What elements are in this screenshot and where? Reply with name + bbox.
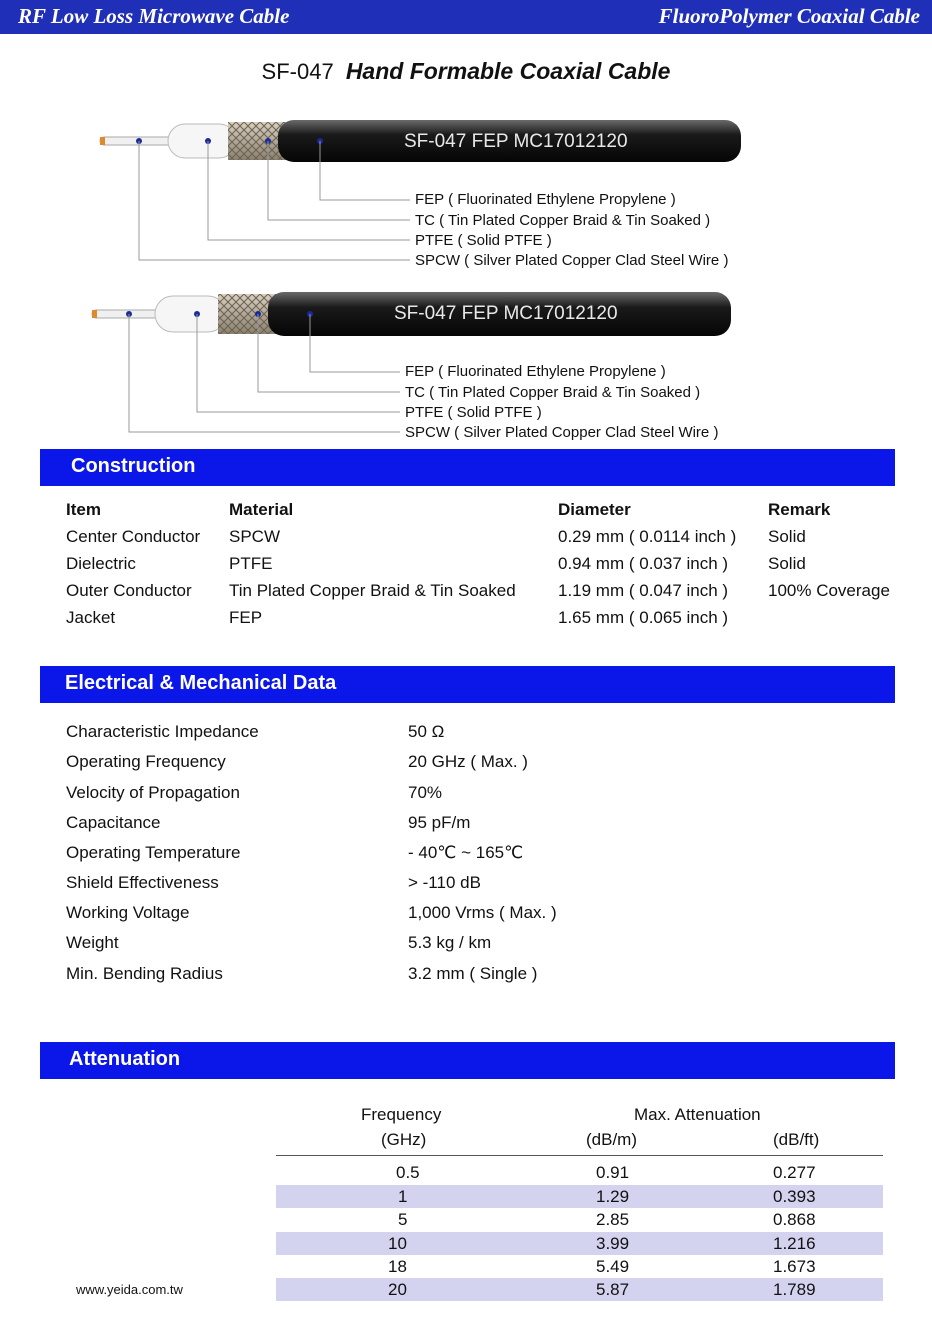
table-cell-material: PTFE xyxy=(229,554,273,573)
spec-value: 20 GHz ( Max. ) xyxy=(408,752,528,771)
electrical-title: Electrical & Mechanical Data xyxy=(65,672,337,694)
col-max-attenuation: Max. Attenuation xyxy=(634,1105,761,1124)
attenuation-title: Attenuation xyxy=(69,1048,181,1070)
cell-dbm: 1.29 xyxy=(596,1187,630,1206)
table-cell-material: FEP xyxy=(229,608,263,627)
spec-label: Weight xyxy=(66,933,119,952)
label-conductor: SPCW ( Silver Plated Copper Clad Steel Wire ) xyxy=(405,424,719,441)
label-dielectric: PTFE ( Solid PTFE ) xyxy=(415,232,552,249)
label-braid: TC ( Tin Plated Copper Braid & Tin Soaked ) xyxy=(415,212,711,229)
spec-value: 5.3 kg / km xyxy=(408,933,492,952)
cell-dbft: 1.216 xyxy=(773,1234,816,1253)
spec-label: Working Voltage xyxy=(66,903,190,922)
label-jacket: FEP ( Fluorinated Ethylene Propylene ) xyxy=(415,191,676,208)
table-row xyxy=(276,1232,883,1255)
spec-label: Velocity of Propagation xyxy=(66,783,240,802)
header-material: Material xyxy=(229,500,294,519)
page-title xyxy=(0,58,932,85)
spec-value: 3.2 mm ( Single ) xyxy=(408,964,538,983)
cell-dbft: 1.673 xyxy=(773,1257,816,1276)
col-frequency: Frequency xyxy=(361,1105,442,1124)
header-remark: Remark xyxy=(768,500,831,519)
table-row xyxy=(276,1161,883,1184)
spec-label: Operating Temperature xyxy=(66,843,241,862)
table-cell-item: Center Conductor xyxy=(66,527,201,546)
spec-label: Min. Bending Radius xyxy=(66,964,223,983)
spec-label: Characteristic Impedance xyxy=(66,722,259,741)
cell-dbft: 0.277 xyxy=(773,1163,816,1182)
header-left-title: RF Low Loss Microwave Cable xyxy=(18,4,290,28)
spec-value: > -110 dB xyxy=(408,873,481,892)
cable-printed-text: SF-047 FEP MC17012120 xyxy=(394,303,618,324)
table-cell-diameter: 1.19 mm ( 0.047 inch ) xyxy=(558,581,729,600)
cell-freq: 20 xyxy=(388,1280,407,1299)
spec-label: Capacitance xyxy=(66,813,161,832)
cell-freq: 18 xyxy=(388,1257,407,1276)
cell-dbm: 5.49 xyxy=(596,1257,630,1276)
cell-dbft: 1.789 xyxy=(773,1280,816,1299)
spec-label: Operating Frequency xyxy=(66,752,226,771)
table-cell-material: SPCW xyxy=(229,527,280,546)
product-code: SF-047 xyxy=(261,59,334,84)
table-cell-item: Dielectric xyxy=(66,554,136,573)
cell-dbft: 0.868 xyxy=(773,1210,816,1229)
table-row xyxy=(276,1185,883,1208)
cable-printed-text: SF-047 FEP MC17012120 xyxy=(404,131,628,152)
table-cell-diameter: 1.65 mm ( 0.065 inch ) xyxy=(558,608,729,627)
table-row xyxy=(276,1208,883,1231)
cell-freq: 5 xyxy=(398,1210,408,1229)
table-cell-diameter: 0.29 mm ( 0.0114 inch ) xyxy=(558,527,737,546)
spec-value: 70% xyxy=(408,783,443,802)
header-diameter: Diameter xyxy=(558,500,631,519)
table-cell-item: Outer Conductor xyxy=(66,581,192,600)
cable-diagram-1 xyxy=(0,110,932,270)
spec-value: - 40℃ ~ 165℃ xyxy=(408,843,524,862)
construction-section-bar xyxy=(40,449,895,486)
table-cell-item: Jacket xyxy=(66,608,116,627)
table-cell-remark: Solid xyxy=(768,554,806,573)
cell-dbft: 0.393 xyxy=(773,1187,816,1206)
table-row xyxy=(276,1278,883,1301)
cell-dbm: 5.87 xyxy=(596,1280,630,1299)
label-jacket: FEP ( Fluorinated Ethylene Propylene ) xyxy=(405,363,666,380)
cell-dbm: 2.85 xyxy=(596,1210,630,1229)
footer-website: www.yeida.com.tw xyxy=(76,1282,183,1297)
spec-value: 1,000 Vrms ( Max. ) xyxy=(408,903,557,922)
col-frequency-unit: (GHz) xyxy=(381,1130,427,1149)
cell-freq: 10 xyxy=(388,1234,407,1253)
electrical-section-bar xyxy=(40,666,895,703)
spec-value: 50 Ω xyxy=(408,722,445,741)
col-dbft: (dB/ft) xyxy=(773,1130,820,1149)
cell-dbm: 3.99 xyxy=(596,1234,630,1253)
cell-freq: 0.5 xyxy=(396,1163,420,1182)
label-braid: TC ( Tin Plated Copper Braid & Tin Soaked ) xyxy=(405,384,701,401)
table-cell-diameter: 0.94 mm ( 0.037 inch ) xyxy=(558,554,729,573)
construction-title: Construction xyxy=(71,455,196,477)
col-dbm: (dB/m) xyxy=(586,1130,637,1149)
cable-diagram-2 xyxy=(0,282,932,442)
table-cell-remark: Solid xyxy=(768,527,806,546)
cell-dbm: 0.91 xyxy=(596,1163,630,1182)
table-row xyxy=(276,1255,883,1278)
spec-value: 95 pF/m xyxy=(408,813,471,832)
table-cell-remark: 100% Coverage xyxy=(768,581,890,600)
attenuation-section-bar xyxy=(40,1042,895,1079)
table-divider xyxy=(276,1155,883,1156)
cell-freq: 1 xyxy=(398,1187,408,1206)
label-dielectric: PTFE ( Solid PTFE ) xyxy=(405,404,542,421)
table-cell-material: Tin Plated Copper Braid & Tin Soaked xyxy=(229,581,516,600)
header-item: Item xyxy=(66,500,101,519)
label-conductor: SPCW ( Silver Plated Copper Clad Steel Wire ) xyxy=(415,252,729,269)
header-right-title: FluoroPolymer Coaxial Cable xyxy=(658,4,920,28)
header-bar xyxy=(0,0,932,34)
spec-label: Shield Effectiveness xyxy=(66,873,219,892)
product-name: Hand Formable Coaxial Cable xyxy=(345,58,671,84)
